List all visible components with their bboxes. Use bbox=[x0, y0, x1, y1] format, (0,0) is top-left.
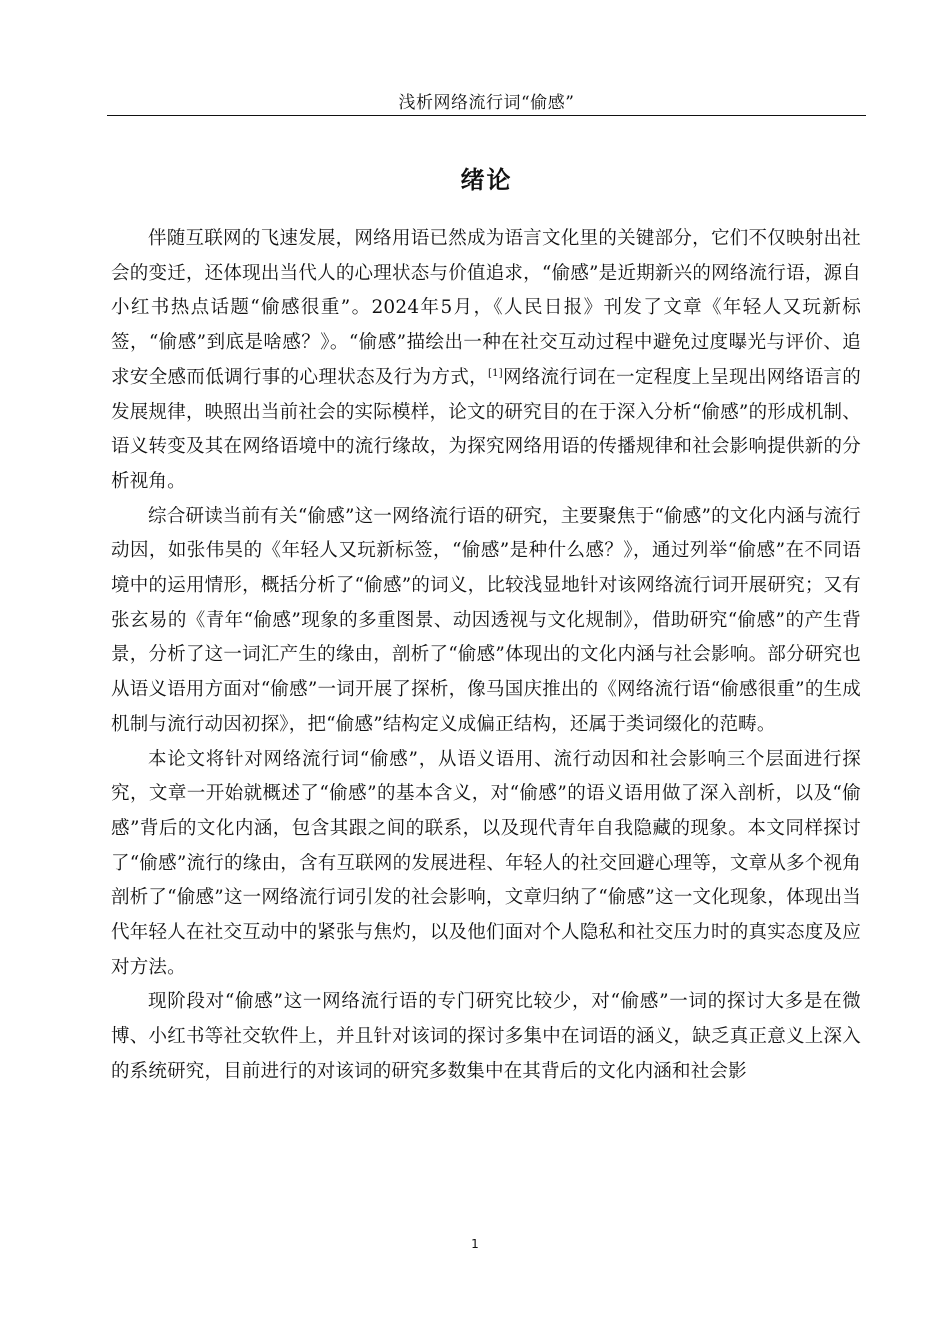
paragraph-4: 现阶段对“偷感”这一网络流行语的专门研究比较少，对“偷感”一词的探讨大多是在微博、小红书等社交软件上，并且针对该词的探讨多集中在词语的涵义，缺乏真正意义上深入的系统研究，目前进行的对该词的研究多数集中在其背后的文化内涵和社会影 bbox=[111, 991, 861, 1082]
paragraph-3: 本论文将针对网络流行词“偷感”，从语义语用、流行动因和社会影响三个层面进行探究，文章一开始就概述了“偷感”的基本含义，对“偷感”的语义语用做了深入剖析，以及“偷感”背后的文化内涵，包含其跟之间的联系，以及现代青年自我隐藏的现象。本文同样探讨了“偷感”流行的缘由，含有互联网的发展进程、年轻人的社交回避心理等，文章从多个视角剖析了“偷感”这一网络流行词引发的社会影响，文章归纳了“偷感”这一文化现象，体现出当代年轻人在社交互动中的紧张与焦灼，以及他们面对个人隐私和社交压力时的真实态度及应对方法。 bbox=[111, 748, 861, 978]
paragraph-1 bbox=[111, 222, 861, 500]
body-text bbox=[111, 222, 861, 1090]
header-divider bbox=[107, 115, 866, 116]
paragraph-1-text-a: 伴随互联网的飞速发展，网络用语已然成为语言文化里的关键部分，它们不仅映射出社会的变迁，还体现出当代人的心理状态与价值追求，“偷感”是近期新兴的网络流行语，源自小红书热点话题“偷感很重”。2024年5月，《人民日报》刊发了文章《年轻人又玩新标签，“偷感”到底是啥感？》。“偷感”描绘出一种在社交互动过程中避免过度曝光与评价、追求安全感而低调行事的心理状态及行为方式， bbox=[111, 228, 861, 388]
citation-marker: [1] bbox=[488, 367, 503, 379]
page-number: 1 bbox=[471, 1237, 479, 1251]
chapter-title: 绪论 bbox=[460, 166, 513, 194]
running-header-title: 浅析网络流行词“偷感” bbox=[398, 93, 575, 113]
paragraph-1-text-b: 网络流行词在一定程度上呈现出网络语言的发展规律，映照出当前社会的实际模样，论文的研究目的在于深入分析“偷感”的形成机制、语义转变及其在网络语境中的流行缘故，为探究网络用语的传播规律和社会影响提供新的分析视角。 bbox=[111, 366, 861, 492]
paragraph-2: 综合研读当前有关“偷感”这一网络流行语的研究，主要聚焦于“偷感”的文化内涵与流行动因，如张伟昊的《年轻人又玩新标签，“偷感”是种什么感？》，通过列举“偷感”在不同语境中的运用情形，概括分析了“偷感”的词义，比较浅显地针对该网络流行词开展研究；又有张玄易的《青年“偷感”现象的多重图景、动因透视与文化规制》，借助研究“偷感”的产生背景，分析了这一词汇产生的缘由，剖析了“偷感”体现出的文化内涵与社会影响。部分研究也从语义语用方面对“偷感”一词开展了探析，像马国庆推出的《网络流行语“偷感很重”的生成机制与流行动因初探》，把“偷感”结构定义成偏正结构，还属于类词缀化的范畴。 bbox=[111, 505, 862, 735]
